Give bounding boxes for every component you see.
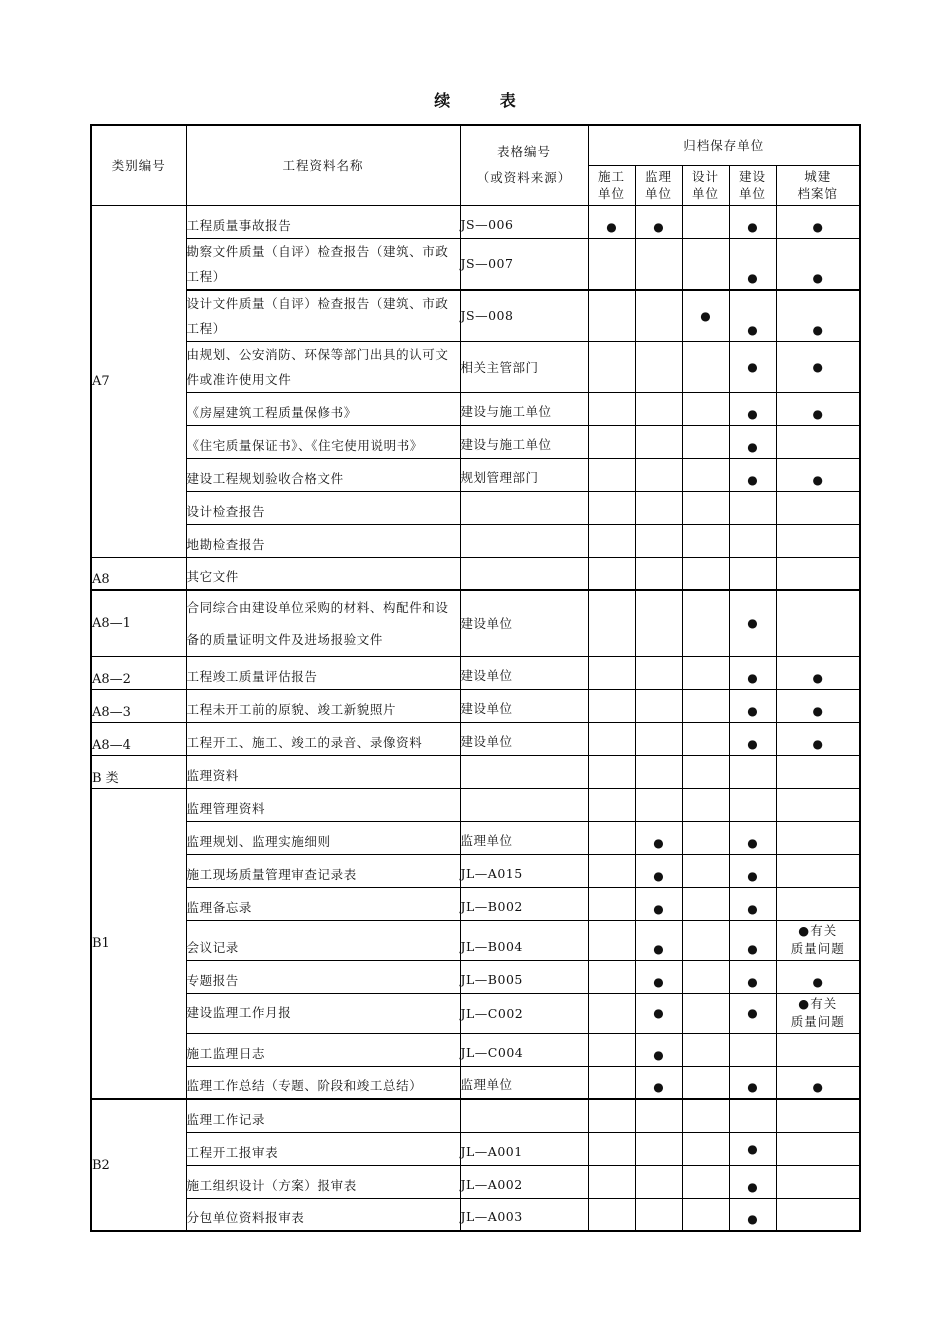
mark-cell bbox=[776, 788, 860, 821]
table-row bbox=[91, 1099, 860, 1132]
doc-name: 工程开工、施工、竣工的录音、录像资料 bbox=[186, 722, 460, 755]
doc-source: 建设单位 bbox=[460, 656, 588, 689]
mark-cell bbox=[635, 722, 682, 755]
doc-name: 工程竣工质量评估报告 bbox=[186, 656, 460, 689]
doc-source: JS—006 bbox=[460, 205, 588, 238]
mark-cell: ● bbox=[729, 689, 776, 722]
mark-cell bbox=[776, 1198, 860, 1231]
mark-cell bbox=[776, 1033, 860, 1066]
mark-cell bbox=[588, 238, 635, 290]
mark-cell: ● bbox=[635, 920, 682, 960]
mark-cell bbox=[635, 491, 682, 524]
mark-cell: ● bbox=[729, 458, 776, 491]
doc-name: 建设监理工作月报 bbox=[186, 993, 460, 1033]
mark-cell: ● bbox=[729, 425, 776, 458]
doc-name: 施工组织设计（方案）报审表 bbox=[186, 1165, 460, 1198]
doc-name: 设计文件质量（自评）检查报告（建筑、市政工程） bbox=[186, 290, 460, 342]
mark-cell bbox=[776, 557, 860, 590]
doc-name: 监理备忘录 bbox=[186, 887, 460, 920]
table-row bbox=[91, 341, 860, 392]
mark-cell bbox=[682, 524, 729, 557]
mark-cell bbox=[682, 238, 729, 290]
doc-name: 设计检查报告 bbox=[186, 491, 460, 524]
mark-cell bbox=[776, 524, 860, 557]
mark-cell: ● bbox=[729, 722, 776, 755]
mark-cell bbox=[776, 425, 860, 458]
mark-cell bbox=[588, 392, 635, 425]
mark-cell bbox=[776, 887, 860, 920]
table-row bbox=[91, 993, 860, 1033]
mark-cell bbox=[588, 920, 635, 960]
table-row bbox=[91, 590, 860, 656]
mark-cell bbox=[588, 755, 635, 788]
mark-cell bbox=[635, 1099, 682, 1132]
doc-name: 监理管理资料 bbox=[186, 788, 460, 821]
table-row bbox=[91, 1198, 860, 1231]
doc-source: JL—C002 bbox=[460, 993, 588, 1033]
mark-cell bbox=[588, 341, 635, 392]
mark-cell bbox=[635, 656, 682, 689]
mark-cell bbox=[635, 689, 682, 722]
mark-cell bbox=[635, 755, 682, 788]
mark-cell: ● bbox=[588, 205, 635, 238]
mark-cell: ● bbox=[635, 993, 682, 1033]
header-source bbox=[460, 125, 588, 205]
mark-cell bbox=[682, 993, 729, 1033]
mark-cell bbox=[588, 854, 635, 887]
mark-cell bbox=[682, 1099, 729, 1132]
mark-cell bbox=[588, 557, 635, 590]
mark-cell: ● bbox=[776, 960, 860, 993]
table-row bbox=[91, 920, 860, 960]
doc-name: 《住宅质量保证书》、《住宅使用说明书》 bbox=[186, 425, 460, 458]
doc-source: JL—A015 bbox=[460, 854, 588, 887]
doc-source: JL—A001 bbox=[460, 1132, 588, 1165]
doc-source: JL—B002 bbox=[460, 887, 588, 920]
doc-name: 监理工作记录 bbox=[186, 1099, 460, 1132]
doc-source: JL—A003 bbox=[460, 1198, 588, 1231]
mark-cell bbox=[729, 557, 776, 590]
mark-cell: ● bbox=[729, 887, 776, 920]
mark-cell bbox=[588, 656, 635, 689]
table-row bbox=[91, 689, 860, 722]
table-row bbox=[91, 1165, 860, 1198]
header-source-line2: （或资料来源） bbox=[476, 170, 572, 186]
doc-source: 监理单位 bbox=[460, 1066, 588, 1099]
mark-cell bbox=[588, 290, 635, 342]
category-cell: B 类 bbox=[91, 755, 186, 788]
mark-cell bbox=[588, 590, 635, 656]
doc-source: 规划管理部门 bbox=[460, 458, 588, 491]
note-line1: ●有关 bbox=[798, 996, 838, 1011]
mark-cell bbox=[682, 392, 729, 425]
mark-cell bbox=[588, 425, 635, 458]
table-row bbox=[91, 854, 860, 887]
mark-cell bbox=[682, 656, 729, 689]
mark-cell bbox=[588, 960, 635, 993]
doc-name: 监理工作总结（专题、阶段和竣工总结） bbox=[186, 1066, 460, 1099]
doc-name: 勘察文件质量（自评）检查报告（建筑、市政工程） bbox=[186, 238, 460, 290]
doc-source: JL—B004 bbox=[460, 920, 588, 960]
mark-cell bbox=[682, 491, 729, 524]
mark-cell: ● bbox=[729, 920, 776, 960]
table-row bbox=[91, 524, 860, 557]
doc-source: 相关主管部门 bbox=[460, 341, 588, 392]
mark-cell bbox=[729, 788, 776, 821]
doc-name: 其它文件 bbox=[186, 557, 460, 590]
header-name: 工程资料名称 bbox=[186, 125, 460, 205]
mark-cell bbox=[682, 854, 729, 887]
mark-cell: ● bbox=[682, 290, 729, 342]
table-row bbox=[91, 238, 860, 290]
mark-cell: ● bbox=[776, 205, 860, 238]
mark-cell: ● bbox=[776, 238, 860, 290]
doc-source bbox=[460, 788, 588, 821]
doc-name: 工程质量事故报告 bbox=[186, 205, 460, 238]
mark-cell: ● bbox=[729, 1165, 776, 1198]
note-line2: 质量问题 bbox=[790, 1014, 845, 1029]
mark-cell bbox=[588, 788, 635, 821]
header-unit-owner: 建设 单位 bbox=[729, 165, 776, 205]
category-cell: A8—1 bbox=[91, 590, 186, 656]
doc-source: JS—008 bbox=[460, 290, 588, 342]
doc-source: JL—A002 bbox=[460, 1165, 588, 1198]
mark-cell: ● bbox=[776, 341, 860, 392]
category-cell: A8 bbox=[91, 557, 186, 590]
mark-cell bbox=[588, 722, 635, 755]
category-cell: B2 bbox=[91, 1099, 186, 1231]
doc-name: 分包单位资料报审表 bbox=[186, 1198, 460, 1231]
mark-cell bbox=[682, 1132, 729, 1165]
mark-cell: ● bbox=[729, 1198, 776, 1231]
mark-cell bbox=[682, 341, 729, 392]
mark-cell bbox=[588, 821, 635, 854]
doc-name: 合同综合由建设单位采购的材料、构配件和设备的质量证明文件及进场报验文件 bbox=[186, 590, 460, 656]
header-unit-construction: 施工 单位 bbox=[588, 165, 635, 205]
doc-name: 建设工程规划验收合格文件 bbox=[186, 458, 460, 491]
mark-cell bbox=[682, 788, 729, 821]
mark-cell bbox=[635, 590, 682, 656]
table-row bbox=[91, 290, 860, 342]
doc-name: 工程未开工前的原貌、竣工新貌照片 bbox=[186, 689, 460, 722]
mark-cell: ● bbox=[729, 960, 776, 993]
doc-source: 建设与施工单位 bbox=[460, 425, 588, 458]
mark-cell bbox=[776, 1099, 860, 1132]
mark-cell bbox=[635, 788, 682, 821]
doc-source: 建设单位 bbox=[460, 722, 588, 755]
mark-cell bbox=[588, 491, 635, 524]
mark-cell bbox=[635, 1198, 682, 1231]
mark-cell bbox=[635, 290, 682, 342]
note-line1: ●有关 bbox=[798, 923, 838, 938]
mark-cell bbox=[682, 557, 729, 590]
doc-name: 专题报告 bbox=[186, 960, 460, 993]
mark-note-cell bbox=[776, 993, 860, 1033]
doc-source bbox=[460, 755, 588, 788]
mark-cell bbox=[588, 1099, 635, 1132]
doc-source: 建设单位 bbox=[460, 590, 588, 656]
mark-cell: ● bbox=[635, 887, 682, 920]
doc-source: 建设与施工单位 bbox=[460, 392, 588, 425]
mark-cell: ● bbox=[635, 1066, 682, 1099]
table-row bbox=[91, 755, 860, 788]
header-unit-design: 设计 单位 bbox=[682, 165, 729, 205]
mark-cell bbox=[635, 557, 682, 590]
table-row bbox=[91, 821, 860, 854]
doc-name: 监理资料 bbox=[186, 755, 460, 788]
mark-cell bbox=[776, 1165, 860, 1198]
mark-cell bbox=[776, 755, 860, 788]
mark-cell bbox=[635, 392, 682, 425]
doc-name: 施工监理日志 bbox=[186, 1033, 460, 1066]
mark-cell: ● bbox=[729, 993, 776, 1033]
mark-cell bbox=[588, 458, 635, 491]
mark-cell: ● bbox=[729, 1066, 776, 1099]
mark-cell bbox=[776, 491, 860, 524]
mark-cell bbox=[588, 887, 635, 920]
mark-cell bbox=[682, 1198, 729, 1231]
header-source-line1: 表格编号 bbox=[496, 144, 551, 160]
mark-cell bbox=[682, 1165, 729, 1198]
mark-cell bbox=[635, 1132, 682, 1165]
mark-cell bbox=[588, 1165, 635, 1198]
doc-name: 施工现场质量管理审查记录表 bbox=[186, 854, 460, 887]
doc-source: JL—B005 bbox=[460, 960, 588, 993]
table-row bbox=[91, 788, 860, 821]
mark-cell bbox=[729, 524, 776, 557]
mark-cell: ● bbox=[776, 656, 860, 689]
table-row bbox=[91, 1033, 860, 1066]
header-unit-supervision: 监理 单位 bbox=[635, 165, 682, 205]
mark-cell bbox=[588, 993, 635, 1033]
table-row bbox=[91, 491, 860, 524]
table-row bbox=[91, 1132, 860, 1165]
doc-name: 由规划、公安消防、环保等部门出具的认可文件或准许使用文件 bbox=[186, 341, 460, 392]
category-cell: A8—3 bbox=[91, 689, 186, 722]
mark-cell bbox=[682, 960, 729, 993]
mark-cell bbox=[729, 755, 776, 788]
table-row bbox=[91, 722, 860, 755]
mark-cell: ● bbox=[776, 392, 860, 425]
mark-cell bbox=[682, 425, 729, 458]
mark-cell: ● bbox=[635, 854, 682, 887]
mark-cell bbox=[635, 1165, 682, 1198]
category-cell: A7 bbox=[91, 205, 186, 557]
doc-source: 监理单位 bbox=[460, 821, 588, 854]
mark-cell bbox=[682, 755, 729, 788]
mark-cell bbox=[588, 1132, 635, 1165]
page-title: 续 表 bbox=[434, 91, 538, 110]
note-line2: 质量问题 bbox=[790, 941, 845, 956]
mark-cell: ● bbox=[729, 656, 776, 689]
mark-cell bbox=[729, 1099, 776, 1132]
mark-cell: ● bbox=[729, 854, 776, 887]
mark-cell: ● bbox=[776, 290, 860, 342]
mark-cell bbox=[682, 1033, 729, 1066]
mark-cell bbox=[682, 590, 729, 656]
mark-cell bbox=[776, 821, 860, 854]
mark-cell: ● bbox=[729, 290, 776, 342]
mark-cell: ● bbox=[635, 1033, 682, 1066]
mark-cell bbox=[682, 1066, 729, 1099]
doc-name: 地勘检查报告 bbox=[186, 524, 460, 557]
header-archive-group: 归档保存单位 bbox=[588, 125, 860, 165]
doc-name: 《房屋建筑工程质量保修书》 bbox=[186, 392, 460, 425]
mark-cell bbox=[682, 887, 729, 920]
mark-cell: ● bbox=[729, 1132, 776, 1165]
doc-source bbox=[460, 524, 588, 557]
table-row bbox=[91, 887, 860, 920]
doc-source bbox=[460, 1099, 588, 1132]
mark-cell: ● bbox=[729, 238, 776, 290]
mark-cell bbox=[635, 425, 682, 458]
mark-cell: ● bbox=[729, 341, 776, 392]
table-row bbox=[91, 425, 860, 458]
category-cell: B1 bbox=[91, 788, 186, 1099]
mark-cell bbox=[588, 1198, 635, 1231]
mark-cell bbox=[635, 524, 682, 557]
mark-cell bbox=[682, 205, 729, 238]
mark-cell: ● bbox=[729, 821, 776, 854]
doc-source: 建设单位 bbox=[460, 689, 588, 722]
table-row bbox=[91, 656, 860, 689]
mark-cell bbox=[682, 920, 729, 960]
mark-cell bbox=[776, 590, 860, 656]
table-row bbox=[91, 205, 860, 238]
mark-cell: ● bbox=[635, 960, 682, 993]
table-row bbox=[91, 392, 860, 425]
mark-cell bbox=[682, 821, 729, 854]
doc-source: JS—007 bbox=[460, 238, 588, 290]
mark-cell bbox=[588, 524, 635, 557]
mark-note-cell bbox=[776, 920, 860, 960]
mark-cell: ● bbox=[729, 205, 776, 238]
table-row bbox=[91, 557, 860, 590]
mark-cell bbox=[729, 1033, 776, 1066]
mark-cell: ● bbox=[776, 1066, 860, 1099]
mark-cell bbox=[729, 491, 776, 524]
mark-cell bbox=[588, 689, 635, 722]
mark-cell: ● bbox=[635, 821, 682, 854]
mark-cell bbox=[588, 1033, 635, 1066]
category-cell: A8—4 bbox=[91, 722, 186, 755]
mark-cell: ● bbox=[776, 689, 860, 722]
mark-cell bbox=[776, 1132, 860, 1165]
mark-cell bbox=[635, 458, 682, 491]
mark-cell bbox=[635, 341, 682, 392]
mark-cell bbox=[682, 722, 729, 755]
doc-name: 会议记录 bbox=[186, 920, 460, 960]
table-row bbox=[91, 458, 860, 491]
archive-table bbox=[90, 124, 861, 1232]
mark-cell bbox=[776, 854, 860, 887]
mark-cell: ● bbox=[776, 722, 860, 755]
table-row bbox=[91, 960, 860, 993]
header-unit-archive: 城建 档案馆 bbox=[776, 165, 860, 205]
mark-cell: ● bbox=[729, 590, 776, 656]
doc-source bbox=[460, 557, 588, 590]
mark-cell: ● bbox=[729, 392, 776, 425]
doc-source bbox=[460, 491, 588, 524]
doc-name: 监理规划、监理实施细则 bbox=[186, 821, 460, 854]
mark-cell: ● bbox=[776, 458, 860, 491]
table-row bbox=[91, 1066, 860, 1099]
mark-cell: ● bbox=[635, 205, 682, 238]
mark-cell bbox=[682, 689, 729, 722]
doc-source: JL—C004 bbox=[460, 1033, 588, 1066]
doc-name: 工程开工报审表 bbox=[186, 1132, 460, 1165]
mark-cell bbox=[682, 458, 729, 491]
header-category: 类别编号 bbox=[91, 125, 186, 205]
mark-cell bbox=[635, 238, 682, 290]
mark-cell bbox=[588, 1066, 635, 1099]
category-cell: A8—2 bbox=[91, 656, 186, 689]
